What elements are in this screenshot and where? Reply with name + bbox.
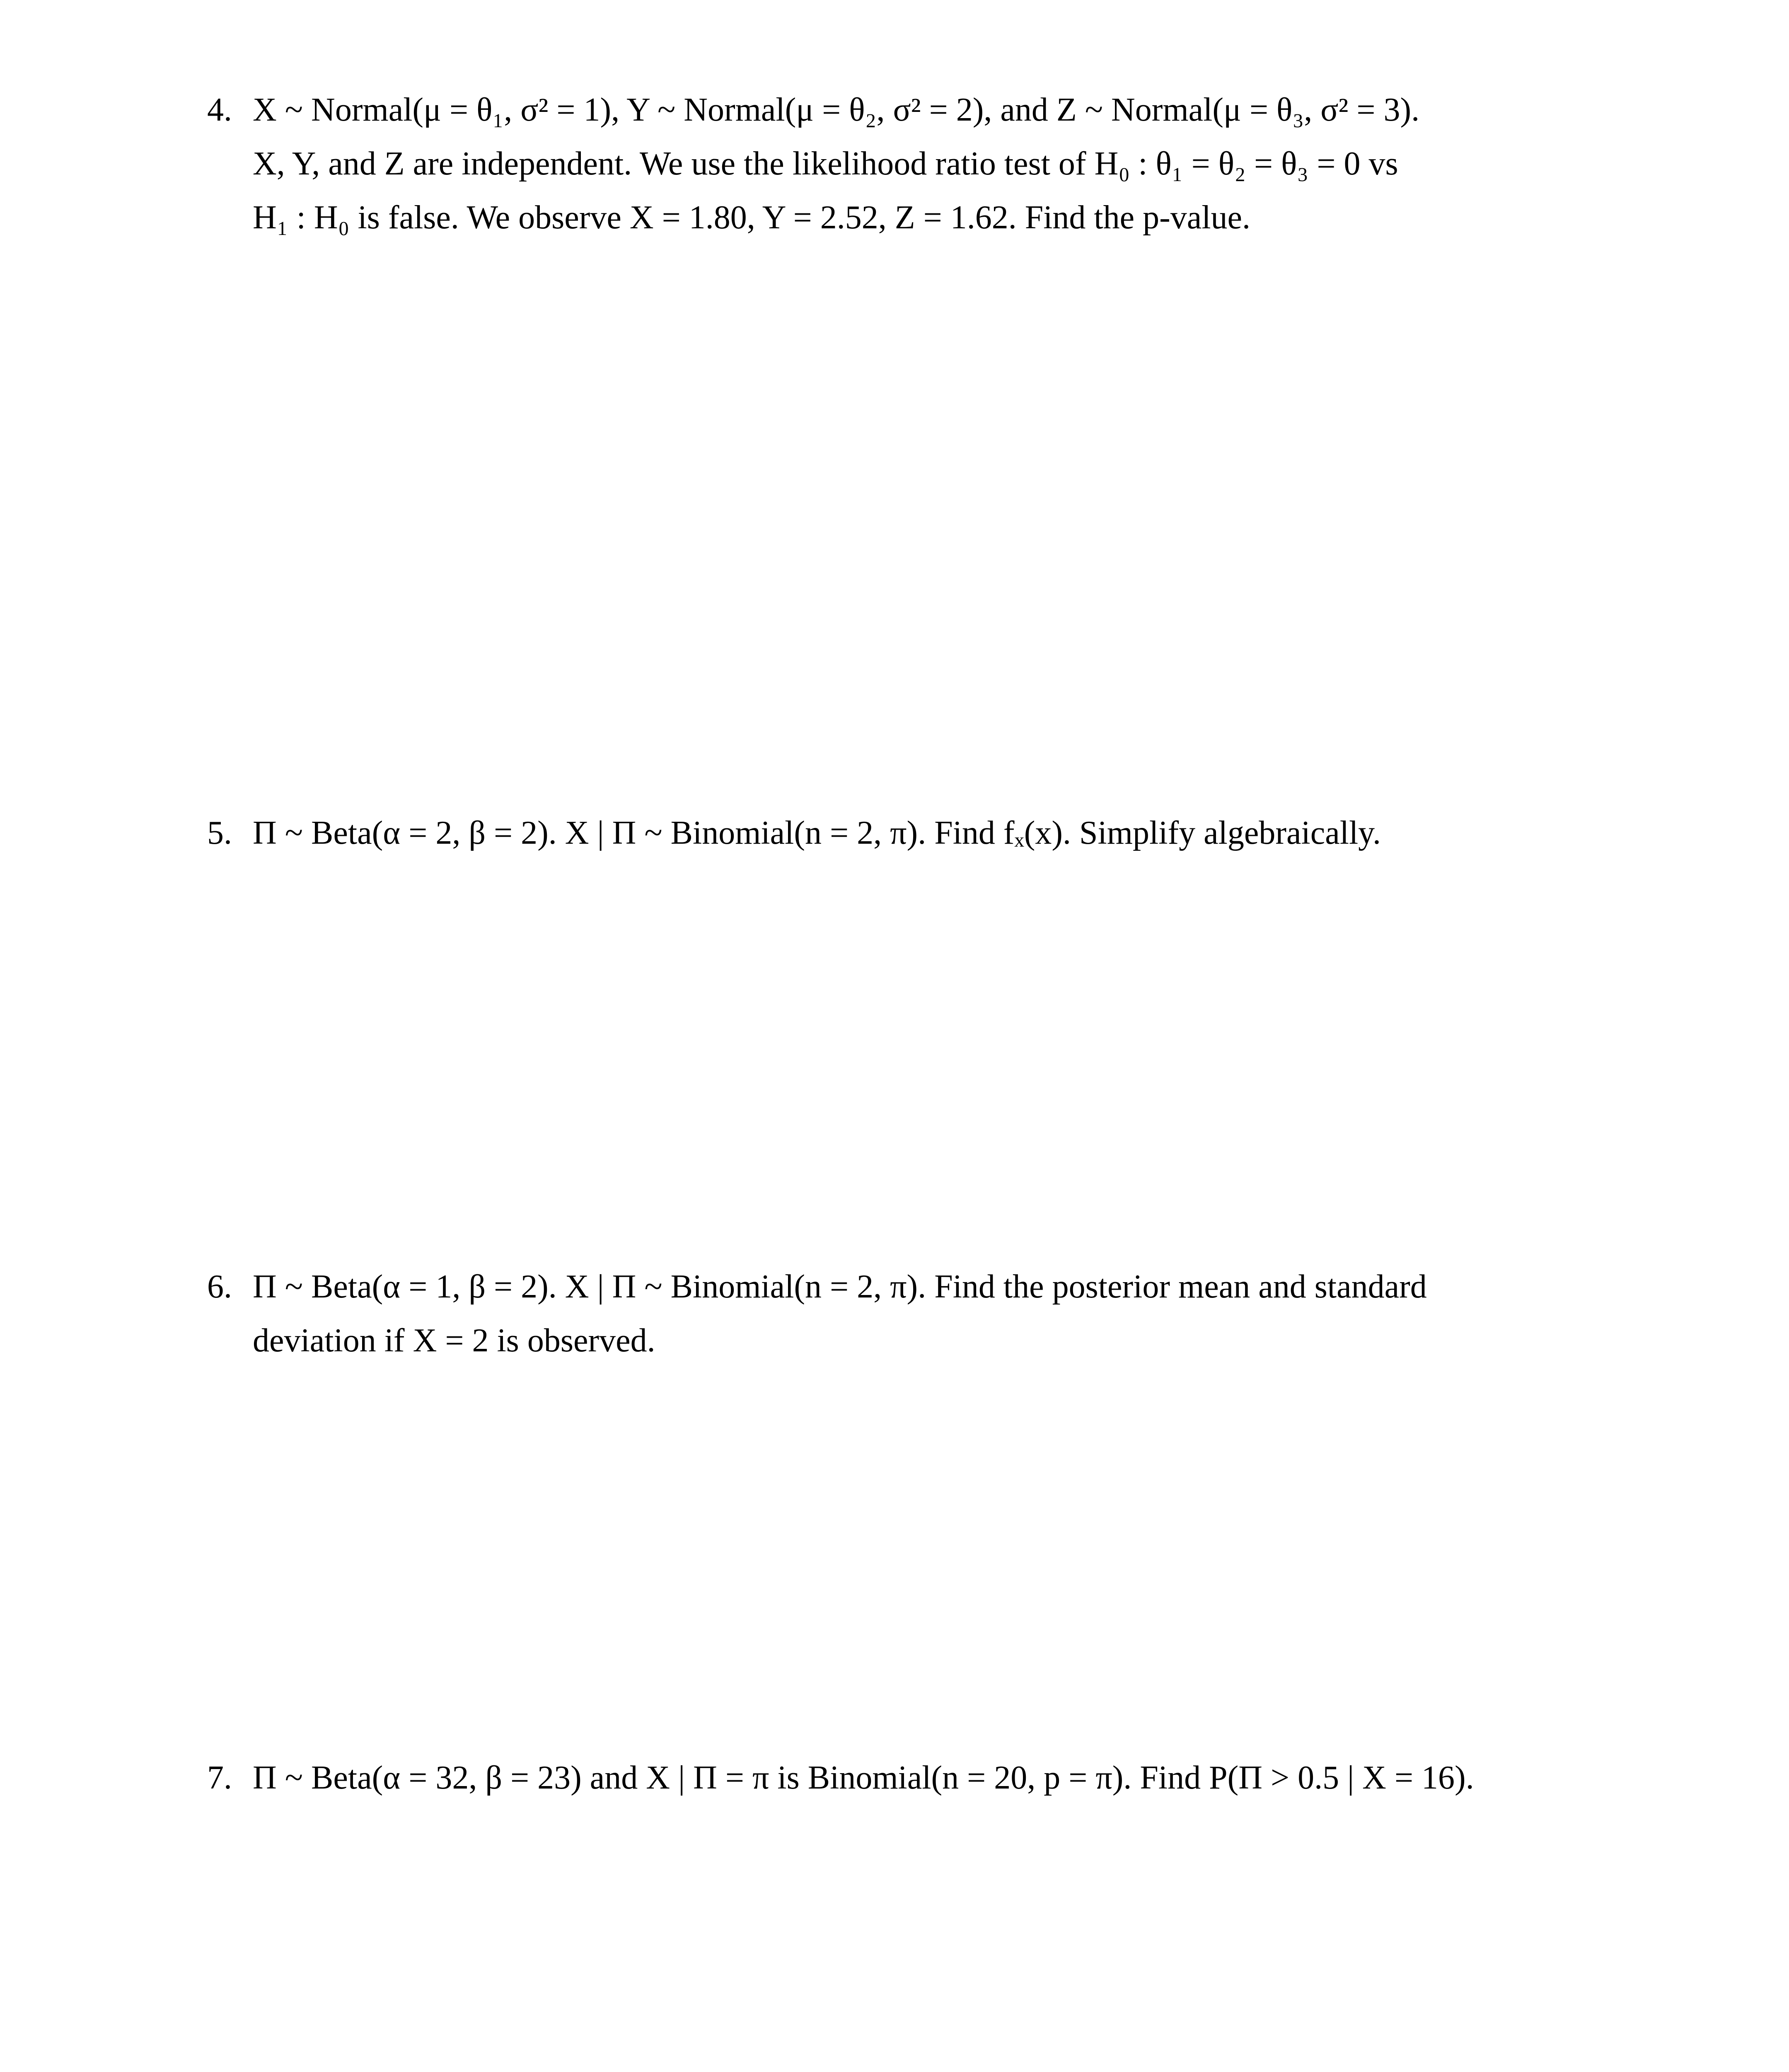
problem-4-line-2: X, Y, and Z are independent. We use the likelihood ratio test of H₀ : θ₁ = θ₂ = θ₃ = 0 vs xyxy=(253,145,1398,182)
problem-5-line-1 xyxy=(207,806,1657,860)
problem-text: Π ~ Beta(α = 32, β = 23) and X | Π = π is Binomial(n = 20, p = π). Find P(Π > 0.5 | X = 16). xyxy=(253,1760,1474,1796)
problem-6-line-1 xyxy=(207,1260,1657,1314)
problem-text: Π ~ Beta(α = 2, β = 2). X | Π ~ Binomial(n = 2, π). Find fₓ(x). Simplify algebraically. xyxy=(253,815,1381,851)
problem-6 xyxy=(207,1260,1657,1368)
problem-7 xyxy=(207,1751,1657,1805)
problem-number: 4. xyxy=(207,92,232,128)
problem-number: 5. xyxy=(207,815,232,851)
problem-4 xyxy=(207,83,1657,244)
problem-4-line-3: H₁ : H₀ is false. We observe X = 1.80, Y = 2.52, Z = 1.62. Find the p-value. xyxy=(253,199,1251,236)
problem-number: 6. xyxy=(207,1268,232,1305)
problem-4-line-1 xyxy=(207,83,1657,137)
problem-7-line-1 xyxy=(207,1751,1657,1805)
problem-5 xyxy=(207,806,1657,860)
problem-number: 7. xyxy=(207,1760,232,1796)
problem-text: X ~ Normal(μ = θ₁, σ² = 1), Y ~ Normal(μ = θ₂, σ² = 2), and Z ~ Normal(μ = θ₃, σ² = 3). xyxy=(253,92,1420,128)
problem-6-line-2: deviation if X = 2 is observed. xyxy=(253,1322,655,1359)
problem-text: Π ~ Beta(α = 1, β = 2). X | Π ~ Binomial(n = 2, π). Find the posterior mean and standard xyxy=(253,1268,1427,1305)
